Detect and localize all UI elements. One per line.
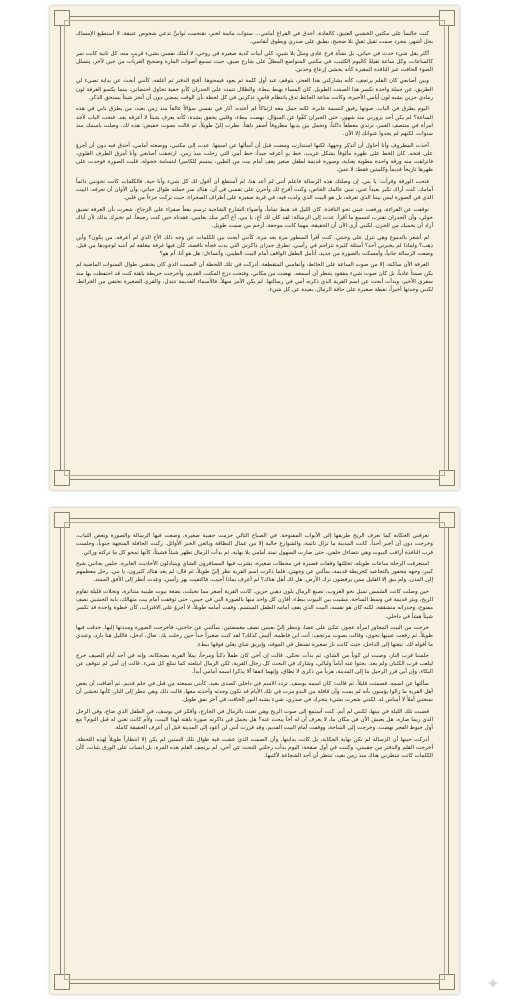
page-text-body [76,532,433,970]
paragraph: أكثر يقل شيء حدث في حياتي، بل نشأة فرح عادي ومثلُ بلا شيئٍ، كلي أبيات كدية صغيرة في روحي، لا أملك نفسي بشيء قريبٍ منه، كل ثانية كانت تمر كالساعات، وكل ساعة ثقيلةٌ كاليوم الكئيب، في مكتبي المتواضع المطلّ على شارع ضيق، حيث تسمع أصوات المارة وضجيج العربات من حين لآخر، يتسلل الضوء الخافت عبر النافذة المغبرة كأنه يخشى إزعاج وحدتي. [76,50,433,74]
corner-ornament [54,470,70,486]
paragraph: سألتها عن اسمه، فصمتت قليلاً، ثم قالت: كان اسمه يوسف. تردد الاسم في داخلي كصدى بعيد، كأنني سمعته من قبل في حلم قديم. ثم أضافت أن بعض أهل القرية ما زالوا يؤمنون بأنه لم يمت، وأن قافلة من البدو مرت في تلك الأيام قد تكون وجدته وأخذته معها. قالت ذلك وهي تنظر إلى النار، كأنها تخشى أن تمنحني أملاً لا أساس له. لكنني شعرت بشيء يتحرك في صدري، شيء يشبه النور الخافت في آخر نفق طويل. [76,680,433,704]
paragraph: أخذت المظروف وأنا أحاول أن أتذكر وجهها، لكنها استدارت ومضت قبل أن أسألها عن اسمها. عدت إلى مكتبي، ووضعته أمامي، أحدق فيه دون أن أجرؤ على فتحه. كان الخط على ظهره مألوفاً بشكل غريب، خط يدٍ أعرفه جيداً، خط أمي التي رحلت منذ زمن. ارتجفت أصابعي وأنا أمزق الطرف العلوي، فانزلقت منه ورقة واحدة مطوية بعناية، وصورة قديمة لطفل صغير يقف أمام بيت من الطين، يبتسم للكاميرا ابتسامة خجولة. قلبت الصورة فوجدت على ظهرها تاريخاً قديماً وكلمتين فقط: لا تنسَ. [76,142,433,174]
corner-ornament [54,10,70,26]
paragraph: وبين أصابعي كان القلم يرتجف، كأنه يشاركني هذا العجز، يتوقف عند أول كلمة ثم يعود فيمحوها. أفتح الدفتر ثم أغلقه، كأنني أبحث عن بداية تضيء لي الطريق، عن جملة واحدة تكسر هذا الصمت الطويل. كان المساء يهبط ببطء، والظلال تتمدد على الجدران كأيدٍ خفية تحاول احتضاني، بينما يكسو الغرفة لون رمادي حزين يشبه لون أيامي الأخيرة، وكانت ساعة الحائط تدق بانتظام قاسٍ، تذكرني في كل لحظة بأن الوقت يمضي دون أن أنجز شيئاً يستحق الذكر. [76,78,433,102]
paragraph: تعرفني الحكاية كما تعرف الريح طريقها إلى الأبواب المفتوحة. في الصباح التالي حزمت حقيبة صغيرة، وضعت فيها الرسالة والصورة وبعض الثياب، وخرجت دون أن أخبر أحداً. كانت المدينة ما تزال نائمة، والشوارع خالية إلا من عمال النظافة وبائعي الخبز الأوائل. ركبت الحافلة المتجهة جنوباً، وجلست قرب النافذة أراقب البيوت وهي تتضاءل خلفي، حتى صارت السهول تمتد أمامي بلا نهاية، ثم بدأت الرمال تظهر شيئاً فشيئاً، كأنها تمحو كل ما تركته ورائي. [76,533,433,556]
paragraph: اليوم يطرق في الباب. صوتها رقيق كنسمة عابرة، لكنه حمل معه ارتباكاً لم أعتده. أثار في نفسي سؤالاً عالقاً منذ زمن بعيد، من يطرق بابي في هذه الساعة؟ لم يكن أحد يزورني منذ شهور، حتى الجيران كفّوا عن السؤال. نهضت ببطء، وقلبي يخفق بشدة، كأنه يعرف شيئاً لا أعرفه بعد. فتحت الباب لأجد امرأة في منتصف العمر، ترتدي معطفاً داكناً، وتحمل بين يديها مظروفاً أصفر باهتاً. نظرت إليّ طويلاً، ثم قالت بصوت خفيض: هذه لك، وصلت باسمك منذ سنوات، لكنهم لم يجدوا عنوانك إلا الآن. [76,106,433,138]
corner-ornament [439,512,455,528]
paragraph: جلسنا قرب النار، وصبت لي كوباً من الشاي، ثم بدأت تحكي. قالت إن أخي كان طفلاً ذكياً ومرحاً، يملأ القرية بضحكاته، وإنه في أحد أيام الصيف خرج ليلعب قرب الكثبان ولم يعد. بحثوا عنه أياماً وليالي، وشارك في البحث كل رجال القرية، لكن الرمال ابتلعته كما تبتلع كل شيء. قالت إن أمي لم تتوقف عن البكاء، وإن أبي قرر الرحيل بنا إلى المدينة، هرباً من ذكرى لا تطاق، وإنهما اتفقا ألا يذكرا اسمه أمامي أبداً. [76,652,433,676]
corner-ornament [439,974,455,990]
corner-ornament [439,10,455,26]
paragraph: فتحت الورقة وقرأت: يا بني، إن وصلتك هذه الرسالة فاعلم أنني لم أعد هنا. لم أستطع أن أقول لك كل شيء وأنا حية، فالكلمات كانت تخونني دائماً أمامك. كنت أراك تكبر بعيداً عني، تبني عالمك الخاص، وكنت أفرح لك وأحزن على نفسي في آن. هناك سر حملته طوال حياتي، وآن الأوان أن تعرفه. البيت الذي في الصورة ليس بيتنا الذي تعرفه، بل هو البيت الذي ولدت فيه، في قرية صغيرة على أطراف الصحراء، حيث تركت جزءاً من قلبي. [76,178,433,202]
paragraph: قضيت تلك الليلة في بيتها، لكنني لم أنم. كنت أستمع إلى صوت الريح وهي تعبث بالرمال في الخارج، وأفكر في يوسف، في الطفل الذي ضاع، وفي الرجل الذي ربما صاره. هل يعيش الآن في مكان ما، لا يعرف أن له أخاً يبحث عنه؟ هل يحمل في ذاكرته صورة باهتة لهذا البيت، ولأم كانت تغني له قبل النوم؟ مع أول خيوط الفجر نهضت، وخرجت إلى الساحة، ووقفت أمام البيت القديم، وقد قررت أنني لن أعود إلى المدينة قبل أن أعرف الحقيقة كاملة. [76,708,433,732]
paragraph: توقفت عن القراءة، ورفعت عيني نحو النافذة. كان الليل قد هبط تماماً، وأضواء الشارع الشاحبة ترسم بقعاً صفراء على الزجاج. شعرت بأن الغرفة تضيق حولي، وأن الجدران تقترب لتسمع ما أقرأ. عدت إلى الرسالة: لقد كان لك أخ، يا بني، أخ أكبر منك بعامين، فقدناه حين كنت رضيعاً. لم نخبرك بذلك لأن أباك أراد أن يحميك من الحزن، لكنني أرى الآن أن الحقيقة، مهما كانت موجعة، أرحم من صمت طويل. [76,206,433,230]
paragraph: لم أشعر بالدموع وهي تنزل على وجنتي. كنت أقرأ السطور مرة بعد مرة، كأنني أبحث بين الكلمات عن وجه ذلك الأخ الذي لم أعرفه. من يكون؟ وأين ذهب؟ ولماذا لم يخبرني أحد؟ أسئلة كثيرة تتزاحم في رأسي، تطرق جدران ذاكرتي التي بدت فجأة ناقصة، كأن فيها غرفة مغلقة لم أنتبه لوجودها من قبل. وضعت الرسالة جانباً، وأمسكت بالصورة من جديد، أتأمل الطفل الواقف أمام البيت الطيني، وأتساءل: هل هو أنا، أم هو؟ [76,234,433,258]
paragraph: الغرفة الآن ساكنة، إلا من صوت الساعة على الحائط، وأنفاسي المتقطعة. أدركت في تلك اللحظة أن الصمت الذي كان يخنقني طوال السنوات الماضية لم يكن صمتاً عادياً، بل كان صوت شيء مفقود ينتظر أن أسمعه. نهضت من مكاني، وفتحت درج المكتب القديم، وأخرجت خريطة باهتة كنت قد احتفظت بها منذ سفري الأخير، وبدأت أبحث عن اسم القرية الذي ذكرته أمي في رسالتها. لم يكن الأمر سهلاً، فالأسماء القديمة تتبدل، والقرى الصغيرة تختفي من الخرائط، لكنني وجدتها أخيراً، نقطة صغيرة على حافة الرمال، بعيدة عن كل شيء. [76,262,433,294]
paragraph: حين وصلت كانت الشمس تميل نحو الغروب، تصبغ الرمال بلون ذهبي حزين. كانت القرية أصغر مما تخيلت، بضعة بيوت طينية متناثرة، ونخلات قليلة تقاوم الريح، وبئر قديمة في وسط الساحة. مشيت بين البيوت ببطء، أقارن كل واحد منها بالصورة التي في جيبي، حتى توقفت أمام بيت متهالك، بابه الخشبي نصف مفتوح، وجدرانه متشققة، لكنه كان هو نفسه، البيت الذي يقف أمامه الطفل المبتسم. وقفت أمامه طويلاً، لا أجرؤ على الاقتراب، كأن خطوة واحدة قد تكسر شيئاً هشاً في داخلي. [76,588,433,620]
sparkle-icon: ✦ [486,974,500,993]
document-page-1 [50,6,459,490]
document-page-2 [50,508,459,994]
corner-ornament [54,974,70,990]
paragraph: أدركت حينها أن الرسالة لم تكن نهاية الحكاية، بل كانت بدايتها. وأن الصمت الذي عشت فيه طوال تلك السنين لم يكن إلا انتظاراً طويلاً لهذه اللحظة. أخرجت القلم والدفتر من حقيبتي، وكتبت في أول صفحة: اليوم بدأت رحلتي للبحث عن أخي. لم يرتجف القلم هذه المرة، بل انساب على الورق بثبات، كأن الكلمات كانت تنتظرني هناك منذ زمن بعيد، تنتظر أن أجد الشجاعة لأكتبها. [76,736,433,760]
paragraph: استغرقت الرحلة ساعات طويلة، تخللتها وقفات قصيرة في محطات صغيرة، يشرب فيها المسافرون الشاي ويتبادلون الأحاديث العابرة. جلس بجانبي شيخ كبير، وجهه محفور بالتجاعيد كخريطة قديمة، سألني عن وجهتي، فلما ذكرت اسم القرية نظر إليّ طويلاً، ثم قال: لم يعد هناك كثيرون، يا بني. رحل معظمهم إلى المدن، ولم يبق إلا القليل ممن يرفضون ترك الأرض. هل لك أهل هناك؟ لم أعرف بماذا أجيب، فاكتفيت بهز رأسي، وعدت أنظر إلى الأفق الممتد. [76,560,433,584]
paragraph: كنت جالساً على مكتبي الخشبي العتيق، كالعادة، أحدق في الفراغ أمامي... سنوات ماسة لخبر، تقتحمت ثوانيَّ تدعي شخوص عتيقة، لا أستطيع الإمساك بحل أشهر، مجرد صمت ثقيل ثقيلٍ بلا ضجيج، يطبق على صدري ويطوق أنفاسي. [76,31,433,46]
page-text-body [76,30,433,466]
corner-ornament [439,470,455,486]
paragraph: خرجت من البيت المجاور امرأة عجوز، تتكئ على عصا، وتنظر إليّ بعينين نصف مغمضتين. سألتني عن حاجتي، فأخرجت الصورة ومددتها إليها. حدقت فيها طويلاً، ثم رفعت عينيها نحوي، وقالت بصوت مرتجف: أنت ابن فاطمة، أليس كذلك؟ لقد كنت صغيراً جداً حين رحلت بك. تعال، ادخل، فالليل هنا بارد، وعندي ما أقوله لك. تبعتها إلى الداخل، حيث كانت نار صغيرة تشتعل في الموقد، وإبريق شاي يغلي فوقها ببطء. [76,624,433,648]
corner-ornament [54,512,70,528]
